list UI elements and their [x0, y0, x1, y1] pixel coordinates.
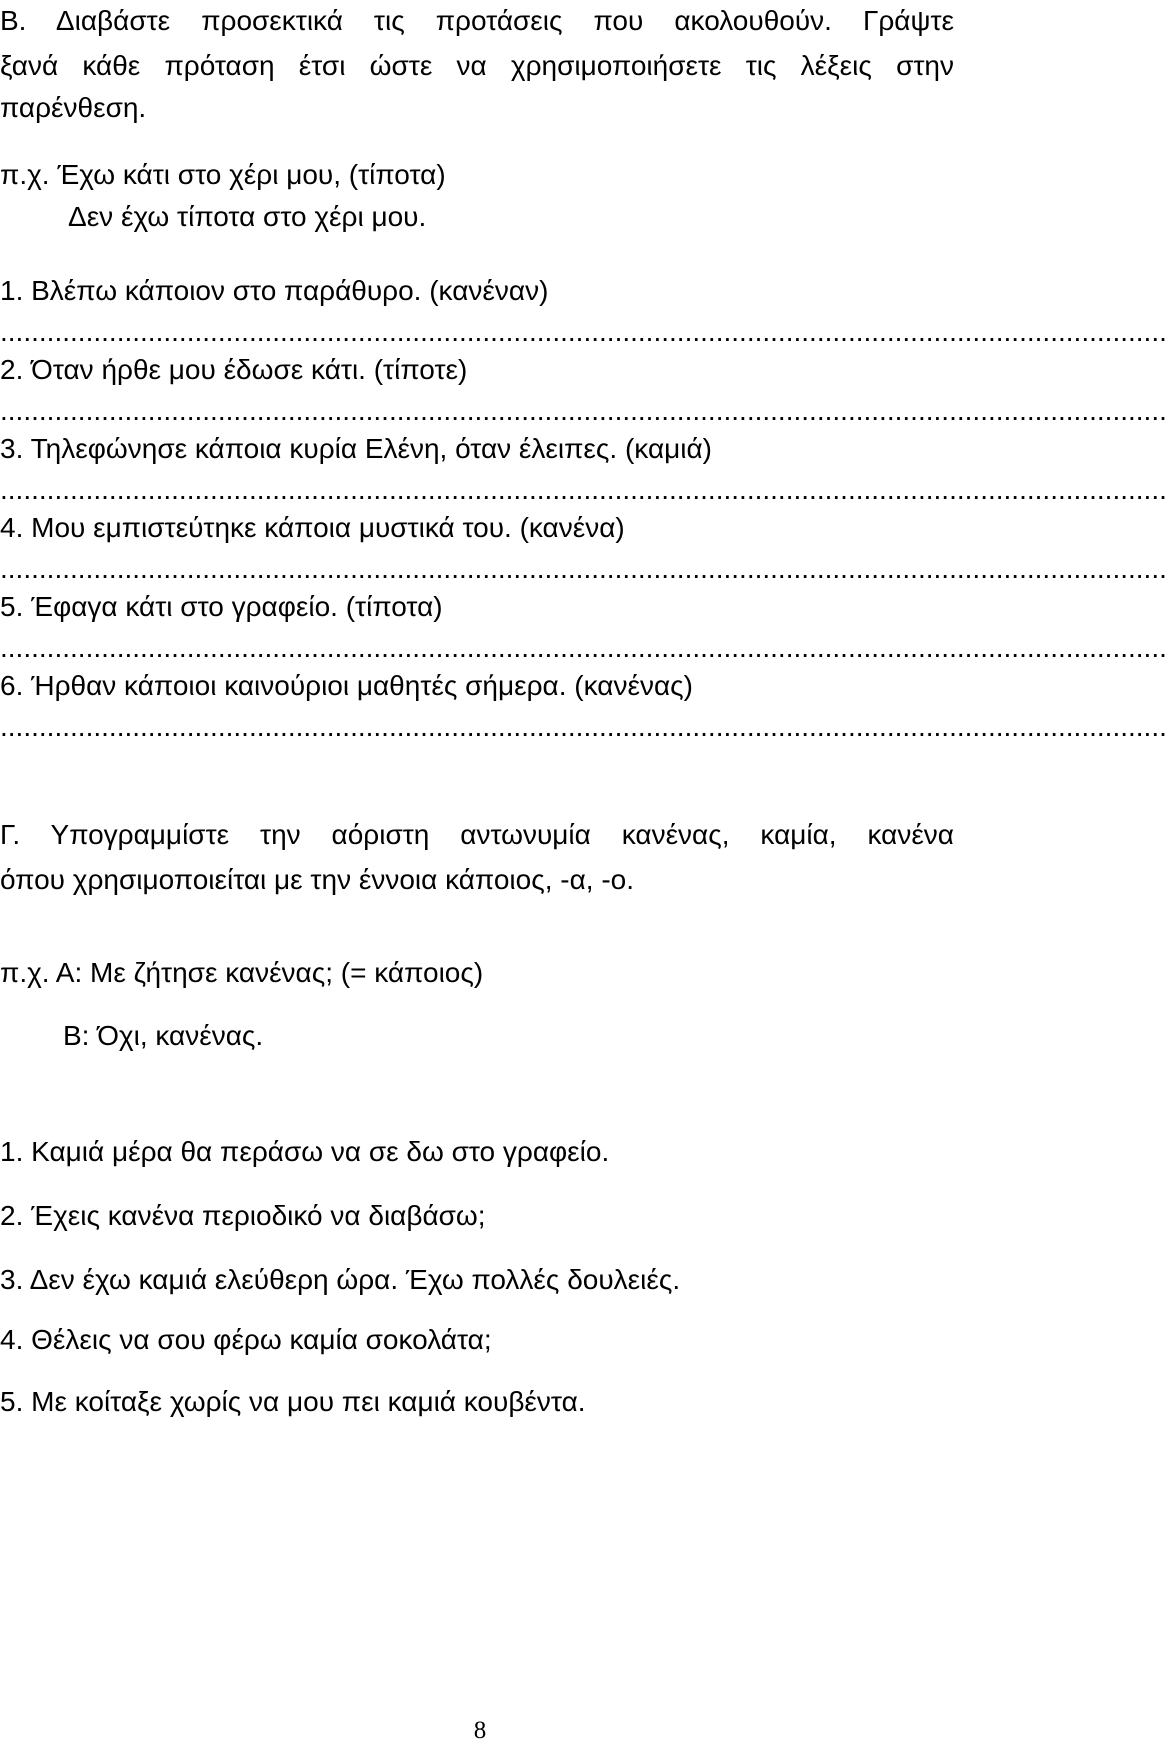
section-b-example-answer: Δεν έχω τίποτα στο χέρι μου. [68, 201, 427, 232]
answer-line-5: ...................................................................................................................................................... [0, 632, 1167, 663]
section-c-example-b: Β: Όχι, κανένας. [63, 1020, 264, 1051]
section-c-item-1: 1. Καμιά μέρα θα περάσω να σε δω στο γραφείο. [0, 1136, 610, 1167]
section-b-item-1: 1. Βλέπω κάποιον στο παράθυρο. (κανέναν) [0, 275, 549, 306]
section-b-instruction-line-2: ξανά κάθε πρόταση έτσι ώστε να χρησιμοποιήσετε τις λέξεις στην [0, 50, 954, 81]
section-b-item-2: 2. Όταν ήρθε μου έδωσε κάτι. (τίποτε) [0, 354, 468, 385]
section-c-example-a: π.χ. Α: Με ζήτησε κανένας; (= κάποιος) [0, 957, 484, 988]
section-b-example-prompt: π.χ. Έχω κάτι στο χέρι μου, (τίποτα) [0, 159, 446, 190]
answer-line-2: ...................................................................................................................................................... [0, 395, 1167, 426]
answer-line-4: ...................................................................................................................................................... [0, 553, 1167, 584]
section-c-item-3: 3. Δεν έχω καμιά ελεύθερη ώρα. Έχω πολλές δουλειές. [0, 1264, 681, 1295]
answer-line-1: ...................................................................................................................................................... [0, 316, 1167, 347]
answer-line-3: ...................................................................................................................................................... [0, 474, 1167, 505]
section-b-item-3: 3. Τηλεφώνησε κάποια κυρία Ελένη, όταν έλειπες. (καμιά) [0, 433, 712, 464]
page-number: 8 [473, 1717, 487, 1744]
section-b-instruction-line-1: Β. Διαβάστε προσεκτικά τις προτάσεις που ακολουθούν. Γράψτε [0, 5, 954, 36]
section-c-instruction-line-1: Γ. Υπογραμμίστε την αόριστη αντωνυμία κανένας, καμία, κανένα [0, 819, 954, 850]
section-b-item-6: 6. Ήρθαν κάποιοι καινούριοι μαθητές σήμερα. (κανένας) [0, 670, 693, 701]
section-c-item-5: 5. Με κοίταξε χωρίς να μου πει καμιά κουβέντα. [0, 1386, 586, 1417]
section-b-item-4: 4. Μου εμπιστεύτηκε κάποια μυστικά του. (κανένα) [0, 512, 625, 543]
section-b-instruction-line-3: παρένθεση. [0, 92, 147, 123]
answer-line-6: ...................................................................................................................................................... [0, 711, 1167, 742]
section-c-instruction-line-2: όπου χρησιμοποιείται με την έννοια κάποιος, -α, -ο. [0, 864, 635, 895]
section-b-item-5: 5. Έφαγα κάτι στο γραφείο. (τίποτα) [0, 591, 443, 622]
section-c-item-4: 4. Θέλεις να σου φέρω καμία σοκολάτα; [0, 1324, 492, 1355]
section-c-item-2: 2. Έχεις κανένα περιοδικό να διαβάσω; [0, 1200, 486, 1231]
